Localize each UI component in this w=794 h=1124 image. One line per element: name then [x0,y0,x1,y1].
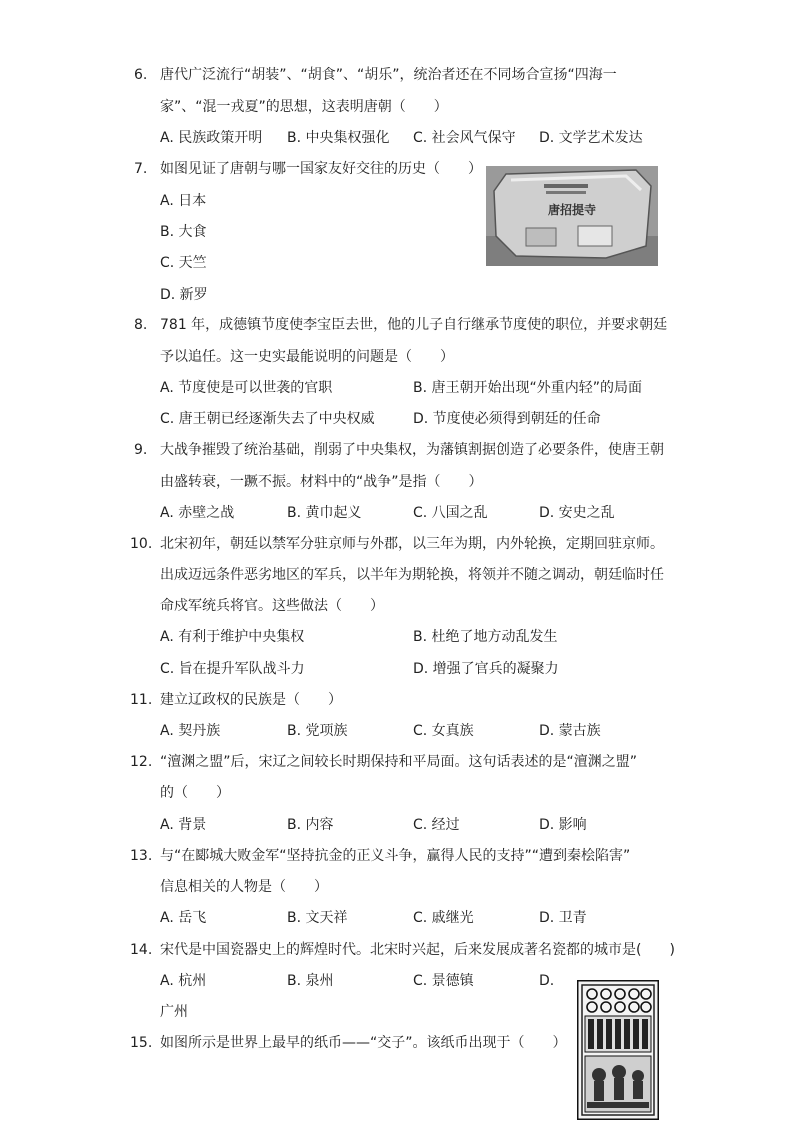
question-text: 命戍军统兵将官。这些做法（ ） [160,598,384,614]
option-b: B. 文天祥 [287,910,348,926]
banknote-graphic [577,980,659,1120]
question-text: 北宋初年，朝廷以禁军分驻京师与外郡，以三年为期，内外轮换，定期回驻京师。 [160,536,664,552]
question-text: 781 年，成德镇节度使李宝臣去世，他的儿子自行继承节度使的职位，并要求朝廷 [160,317,668,333]
option-d: D. 文学艺术发达 [539,130,643,146]
question-text: 与“在郾城大败金军“坚持抗金的正义斗争，赢得人民的支持”“遭到秦桧陷害” [160,848,631,864]
question-number: 9. [134,442,148,458]
option-a: A. 赤壁之战 [160,505,235,521]
option-b: B. 内容 [287,817,334,833]
question-number: 6. [134,67,148,83]
option-c: C. 天竺 [160,255,207,271]
tablet-image [486,166,658,266]
question-text: 家”、“混一戎夏”的思想，这表明唐朝（ ） [160,99,448,115]
option-b: B. 中央集权强化 [287,130,390,146]
question-number: 7. [134,161,148,177]
question-number: 15. [130,1035,153,1051]
option-d: D. 新罗 [160,287,208,303]
question-text: 予以追任。这一史实最能说明的问题是（ ） [160,349,454,365]
option-c: C. 旨在提升军队战斗力 [160,661,305,677]
tablet-inscription: 唐招提寺 [548,203,597,217]
option-d: D. 卫青 [539,910,587,926]
question-text: 信息相关的人物是（ ） [160,879,328,895]
option-c: C. 八国之乱 [413,505,488,521]
question-number: 10. [130,536,153,552]
question-text: 唐代广泛流行“胡装”、“胡食”、“胡乐”，统治者还在不同场合宣扬“四海一 [160,67,617,83]
question-text: 大战争摧毁了统治基础，削弱了中央集权，为藩镇割据创造了必要条件，使唐王朝 [160,442,664,458]
option-a: A. 民族政策开明 [160,130,263,146]
option-c: C. 经过 [413,817,460,833]
option-c: C. 戚继光 [413,910,474,926]
option-d: D. 安史之乱 [539,505,615,521]
option-c: C. 景德镇 [413,973,474,989]
option-a: A. 日本 [160,193,207,209]
option-c: C. 社会风气保守 [413,130,516,146]
option-b: B. 大食 [160,224,207,240]
option-b: B. 杜绝了地方动乱发生 [413,629,558,645]
option-a: A. 契丹族 [160,723,221,739]
question-text: 由盛转衰，一蹶不振。材料中的“战争”是指（ ） [160,474,483,490]
question-text: 建立辽政权的民族是（ ） [160,692,342,708]
question-text: 宋代是中国瓷器史上的辉煌时代。北宋时兴起，后来发展成著名瓷都的城市是( ) [160,942,675,958]
question-number: 8. [134,317,148,333]
option-b: B. 黄巾起义 [287,505,362,521]
question-text: “澶渊之盟”后，宋辽之间较长时期保持和平局面。这句话表述的是“澶渊之盟” [160,754,638,770]
question-text: 如图见证了唐朝与哪一国家友好交往的历史（ ） [160,161,482,177]
option-a: A. 背景 [160,817,207,833]
question-text: 如图所示是世界上最早的纸币——“交子”。该纸币出现于（ ） [160,1035,567,1051]
option-a: A. 节度使是可以世袭的官职 [160,380,333,396]
option-c: C. 唐王朝已经逐渐失去了中央权威 [160,411,375,427]
option-d: D. 增强了官兵的凝聚力 [413,661,559,677]
option-d-text: 广州 [160,1004,188,1020]
question-number: 14. [130,942,153,958]
question-number: 11. [130,692,153,708]
option-d: D. [539,973,555,989]
option-a: A. 岳飞 [160,910,207,926]
option-b: B. 党项族 [287,723,348,739]
option-a: A. 杭州 [160,973,207,989]
option-a: A. 有利于维护中央集权 [160,629,305,645]
question-text: 的（ ） [160,785,230,801]
jiaozi-banknote-image [577,980,659,1120]
question-text: 出成迈远条件恶劣地区的军兵，以半年为期轮换，将领并不随之调动，朝廷临时任 [160,567,664,583]
question-number: 12. [130,754,153,770]
option-b: B. 泉州 [287,973,334,989]
tablet-photo [486,166,658,266]
option-d: D. 影响 [539,817,587,833]
option-b: B. 唐王朝开始出现“外重内轻”的局面 [413,380,643,396]
question-number: 13. [130,848,153,864]
option-d: D. 节度使必须得到朝廷的任命 [413,411,601,427]
option-d: D. 蒙古族 [539,723,601,739]
option-c: C. 女真族 [413,723,474,739]
